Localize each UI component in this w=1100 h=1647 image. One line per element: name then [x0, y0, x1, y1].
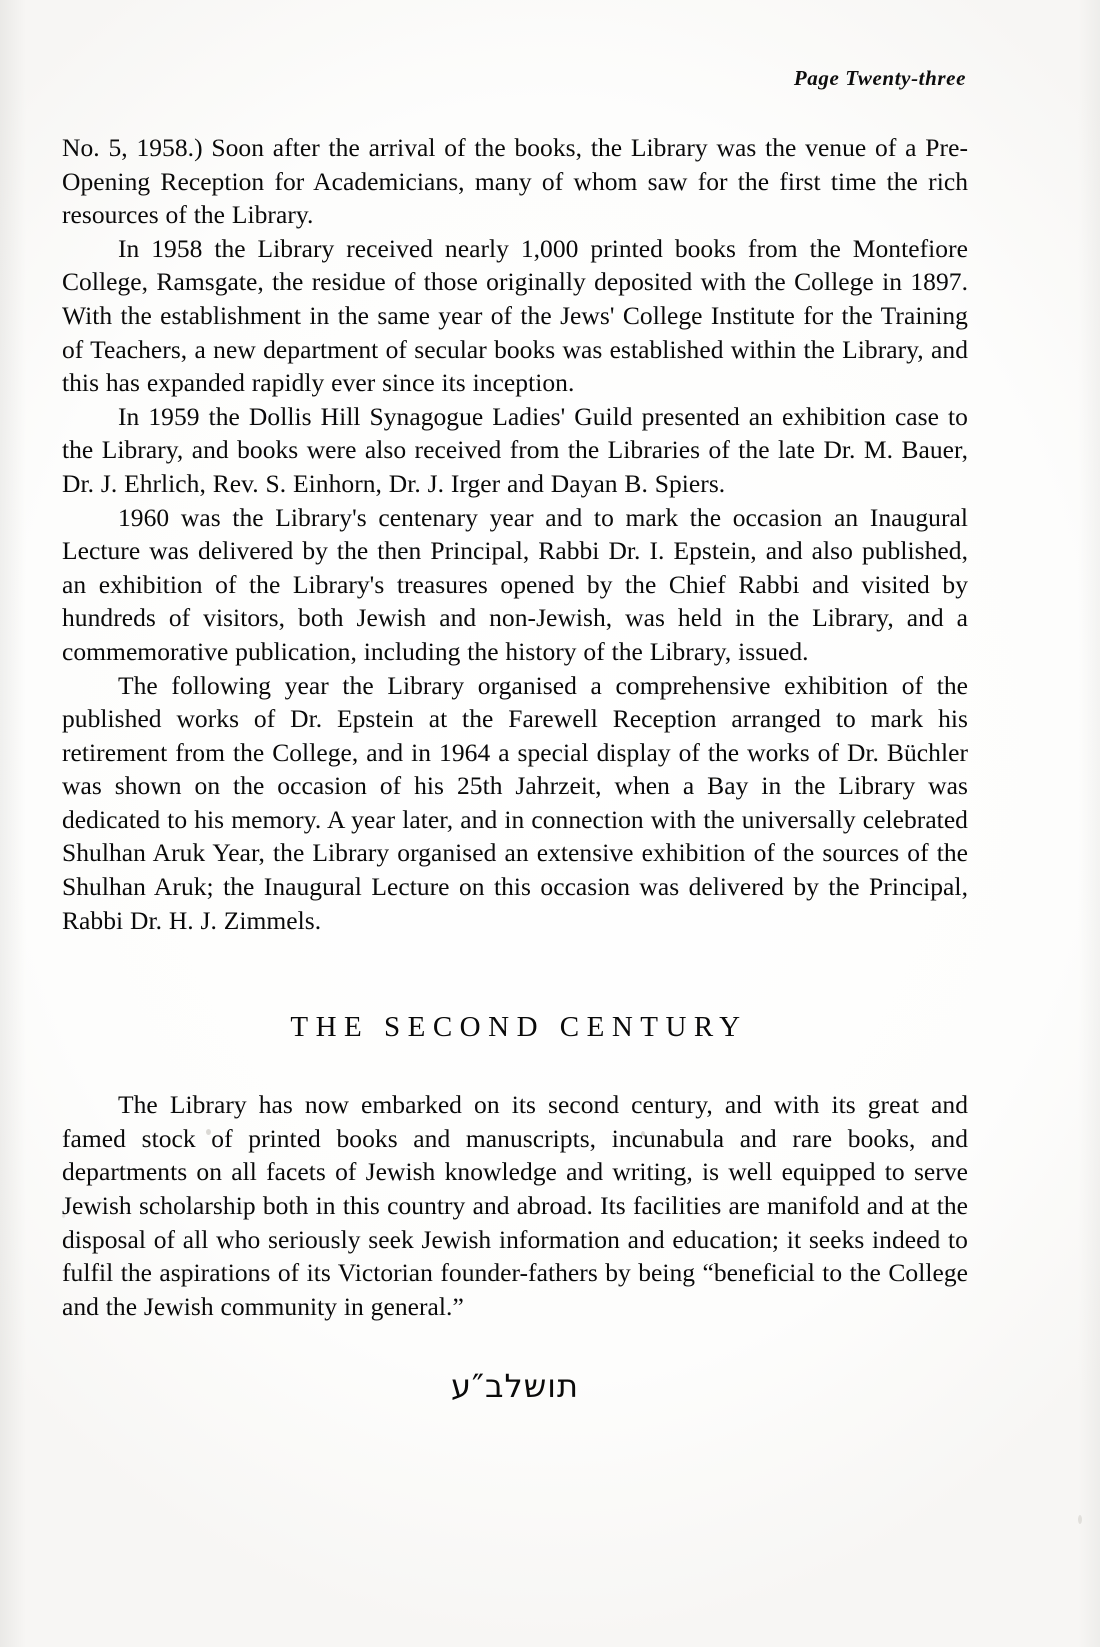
body-text-block [62, 131, 968, 937]
paragraph: In 1959 the Dollis Hill Synagogue Ladies' Guild presented an exhibition case to the Library, and books were also received from the Libraries of the late Dr. M. Bauer, Dr. J. Ehrlich, Rev. S. Einhorn, Dr. J. Irger and Dayan B. Spiers. [62, 401, 968, 498]
paragraph: The following year the Library organised a comprehensive exhibition of the published works of Dr. Epstein at the Farewell Reception arranged to mark his retirement from the College, and in 1964 a special display of the works of Dr. Büchler was shown on the occasion of his 25th Jahrzeit, when a Bay in the Library was dedicated to his memory. A year later, and in connection with the universally celebrated Shulhan Aruk Year, the Library organised an extensive exhibition of the sources of the Shulhan Aruk; the Inaugural Lecture on this occasion was delivered by the Principal, Rabbi Dr. H. J. Zimmels. [62, 670, 968, 935]
scan-speck [1078, 1515, 1082, 1524]
paragraph: No. 5, 1958.) Soon after the arrival of the books, the Library was the venue of a Pre-Opening Reception for Academicians, many of whom saw for the first time the rich resources of the Library. [62, 133, 968, 230]
paragraph: In 1958 the Library received nearly 1,000 printed books from the Montefiore College, Ramsgate, the residue of those originally deposited with the College in 1897. With the establishment in the same year of the Jews' College Institute for the Training of Teachers, a new department of secular books was established within the Library, and this has expanded rapidly ever since its inception. [62, 233, 968, 398]
section-body-block [62, 1088, 968, 1323]
paragraph: 1960 was the Library's centenary year and to mark the occasion an Inaugural Lecture was delivered by the then Principal, Rabbi Dr. I. Epstein, and also published, an exhibition of the Library's treasures opened by the Chief Rabbi and visited by hundreds of visitors, both Jewish and non-Jewish, was held in the Library, and a commemorative publication, including the history of the Library, issued. [62, 502, 968, 666]
section-heading: THE SECOND CENTURY [290, 1011, 748, 1044]
page-content [62, 0, 968, 1405]
running-head: Page Twenty-three [793, 66, 966, 90]
paragraph: The Library has now embarked on its second century, and with its great and famed stock of printed books and manuscripts, incunabula and rare books, and departments on all facets of Jewish knowledge and writing, is well equipped to serve Jewish scholarship both in this country and abroad. Its facilities are manifold and at the disposal of all who seriously seek Jewish information and education; it seeks indeed to fulfil the aspirations of its Victorian founder-fathers by being “beneficial to the College and the Jewish community in general.” [62, 1090, 968, 1321]
hebrew-colophon: תושלב″ע [450, 1367, 580, 1406]
